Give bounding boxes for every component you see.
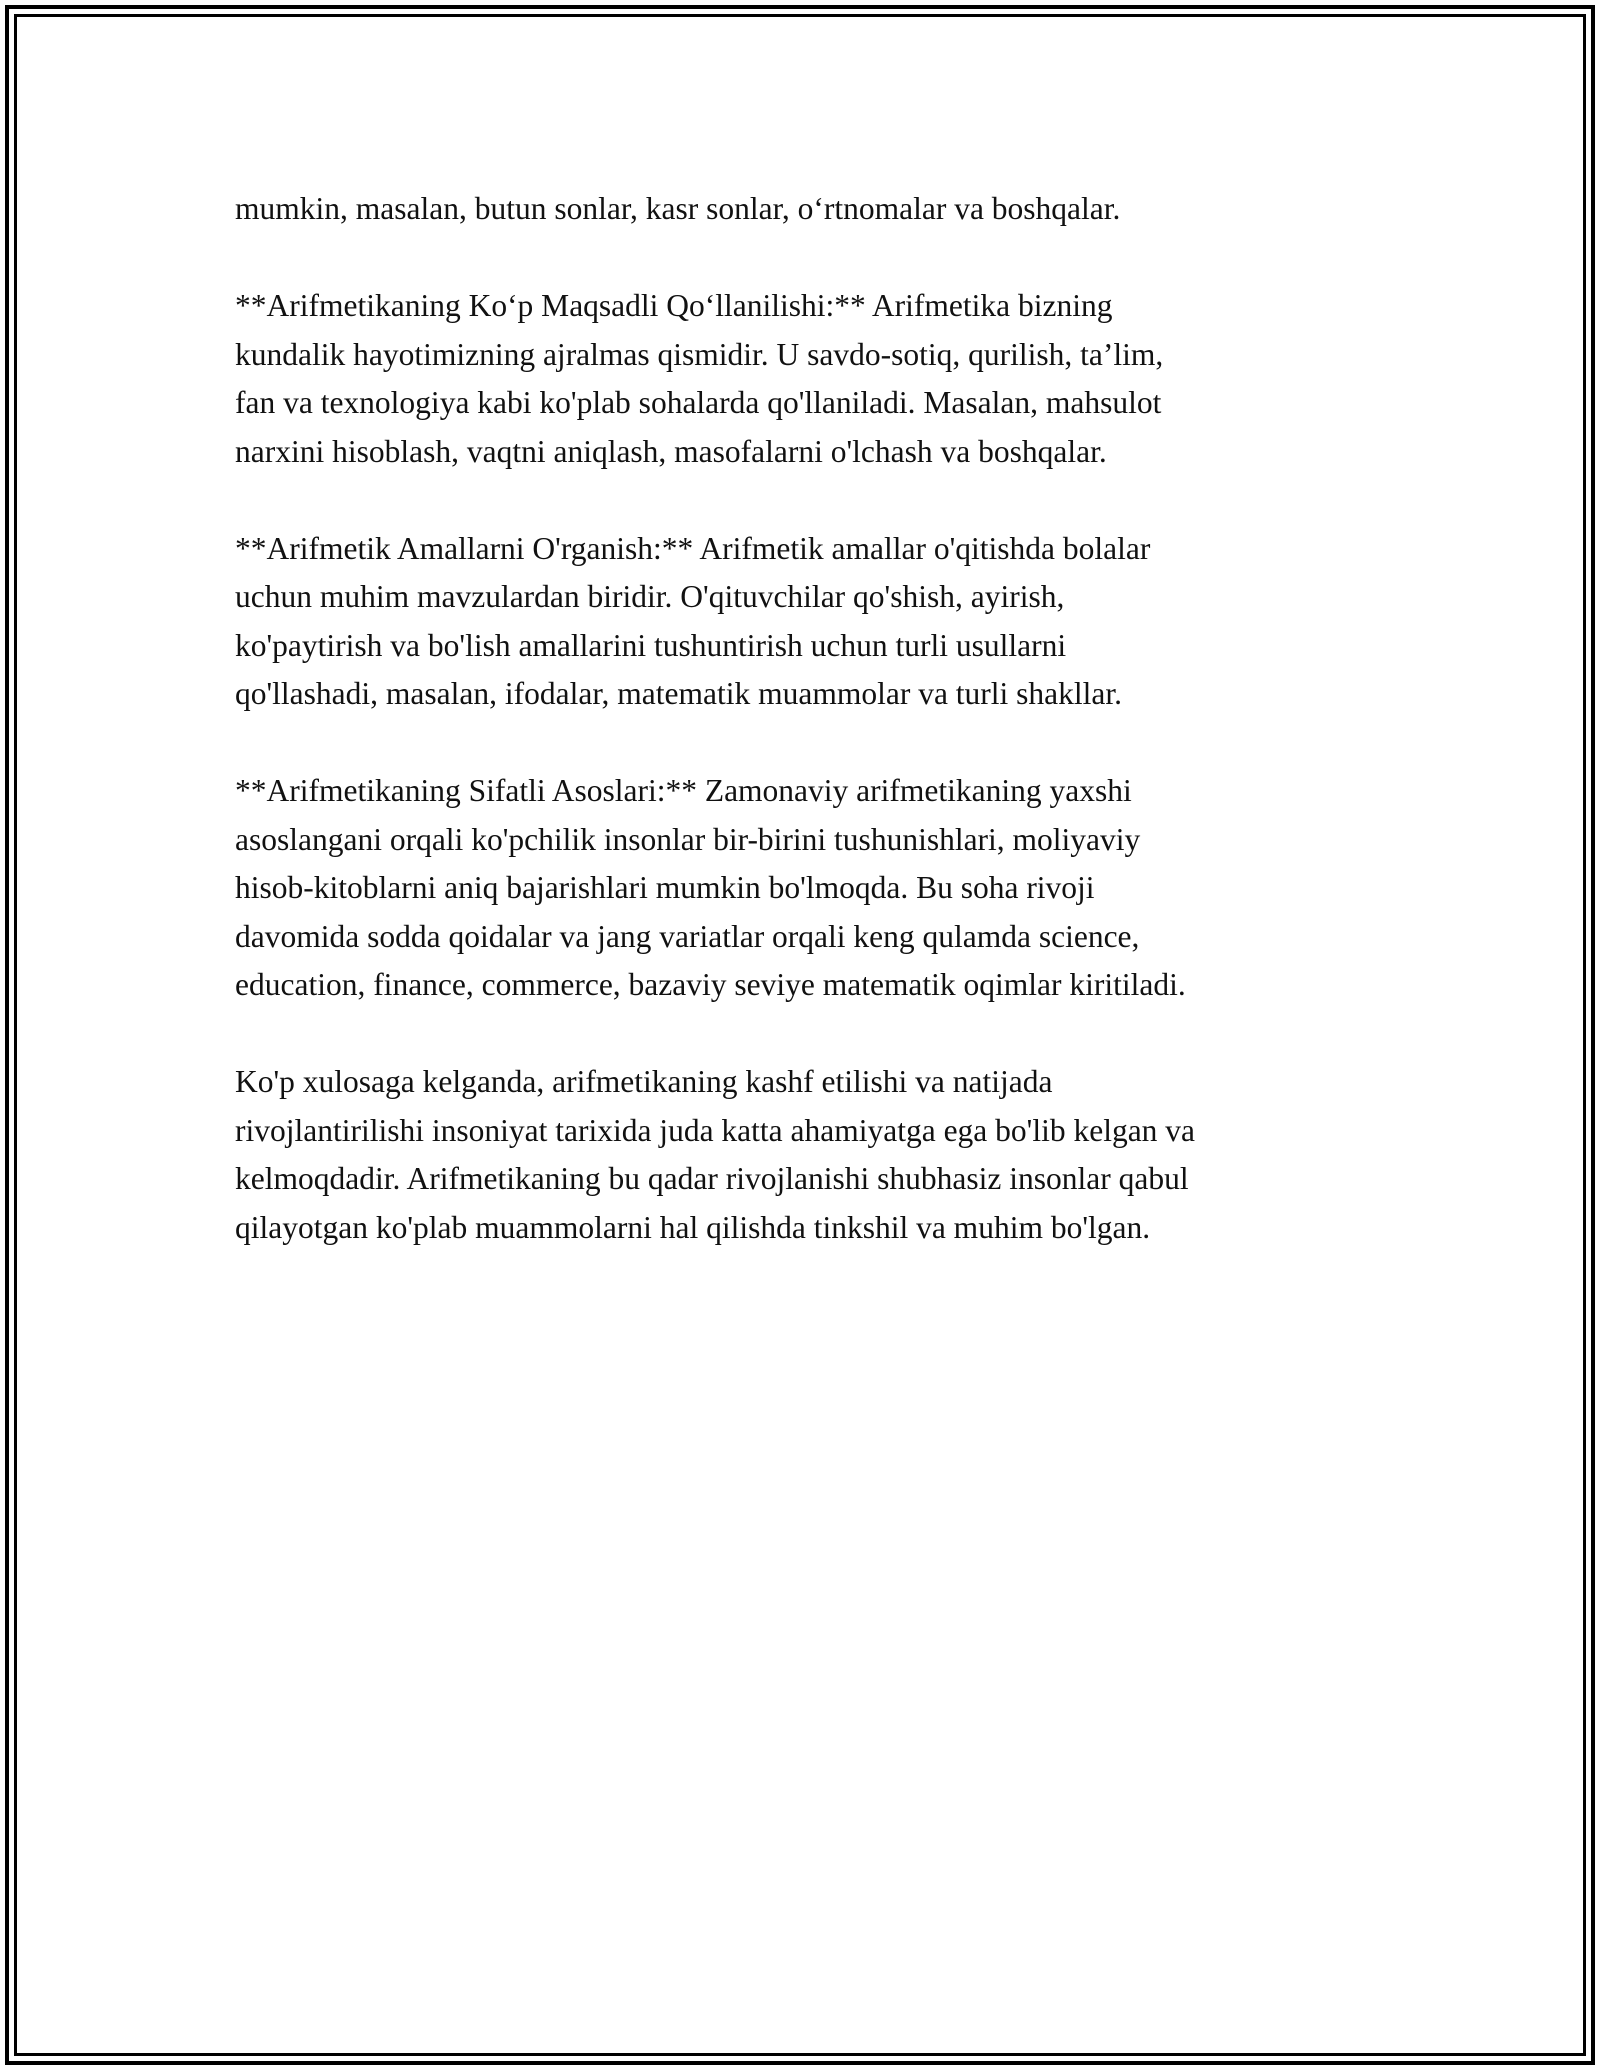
- text-line: hisob-kitoblarni aniq bajarishlari mumkin bo'lmoqda. Bu soha rivoji: [235, 870, 1095, 905]
- paragraph-applications: [235, 282, 1395, 476]
- text-line: uchun muhim mavzulardan biridir. O'qituvchilar qo'shish, ayirish,: [235, 579, 1065, 614]
- text-line: mumkin, masalan, butun sonlar, kasr sonlar, o‘rtnomalar va boshqalar.: [235, 191, 1121, 226]
- paragraph-learning-operations: [235, 525, 1395, 719]
- text-line: kundalik hayotimizning ajralmas qismidir. U savdo-sotiq, qurilish, ta’lim,: [235, 336, 1164, 372]
- text-line: narxini hisoblash, vaqtni aniqlash, masofalarni o'lchash va boshqalar.: [235, 433, 1107, 469]
- text-line: **Arifmetikaning Sifatli Asoslari:** Zamonaviy arifmetikaning yaxshi: [235, 773, 1132, 808]
- text-line: ko'paytirish va bo'lish amallarini tushuntirish uchun turli usullarni: [235, 627, 1067, 663]
- text-line: education, finance, commerce, bazaviy seviye matematik oqimlar kiritiladi.: [235, 967, 1186, 1002]
- text-line: qo'llashadi, masalan, ifodalar, matematik muammolar va turli shakllar.: [235, 676, 1123, 711]
- document-body: [235, 185, 1395, 1252]
- text-line: asoslangani orqali ko'pchilik insonlar bir-birini tushunishlari, moliyaviy: [235, 821, 1141, 857]
- text-line: davomida sodda qoidalar va jang variatlar orqali keng qulamda science,: [235, 918, 1140, 954]
- text-line: Ko'p xulosaga kelganda, arifmetikaning kashf etilishi va natijada: [235, 1064, 1053, 1099]
- text-line: kelmoqdadir. Arifmetikaning bu qadar rivojlanishi shubhasiz insonlar qabul: [235, 1161, 1189, 1196]
- paragraph-conclusion: [235, 1058, 1395, 1252]
- paragraph-foundations: [235, 767, 1395, 1010]
- text-line: **Arifmetikaning Ko‘p Maqsadli Qo‘llanilishi:** Arifmetika bizning: [235, 288, 1113, 323]
- text-line: **Arifmetik Amallarni O'rganish:** Arifmetik amallar o'qitishda bolalar: [235, 530, 1151, 566]
- text-line: fan va texnologiya kabi ko'plab sohalarda qo'llaniladi. Masalan, mahsulot: [235, 385, 1162, 420]
- paragraph-continuation: [235, 185, 1395, 234]
- text-line: qilayotgan ko'plab muammolarni hal qilishda tinkshil va muhim bo'lgan.: [235, 1209, 1151, 1245]
- text-line: rivojlantirilishi insoniyat tarixida juda katta ahamiyatga ega bo'lib kelgan va: [235, 1112, 1196, 1148]
